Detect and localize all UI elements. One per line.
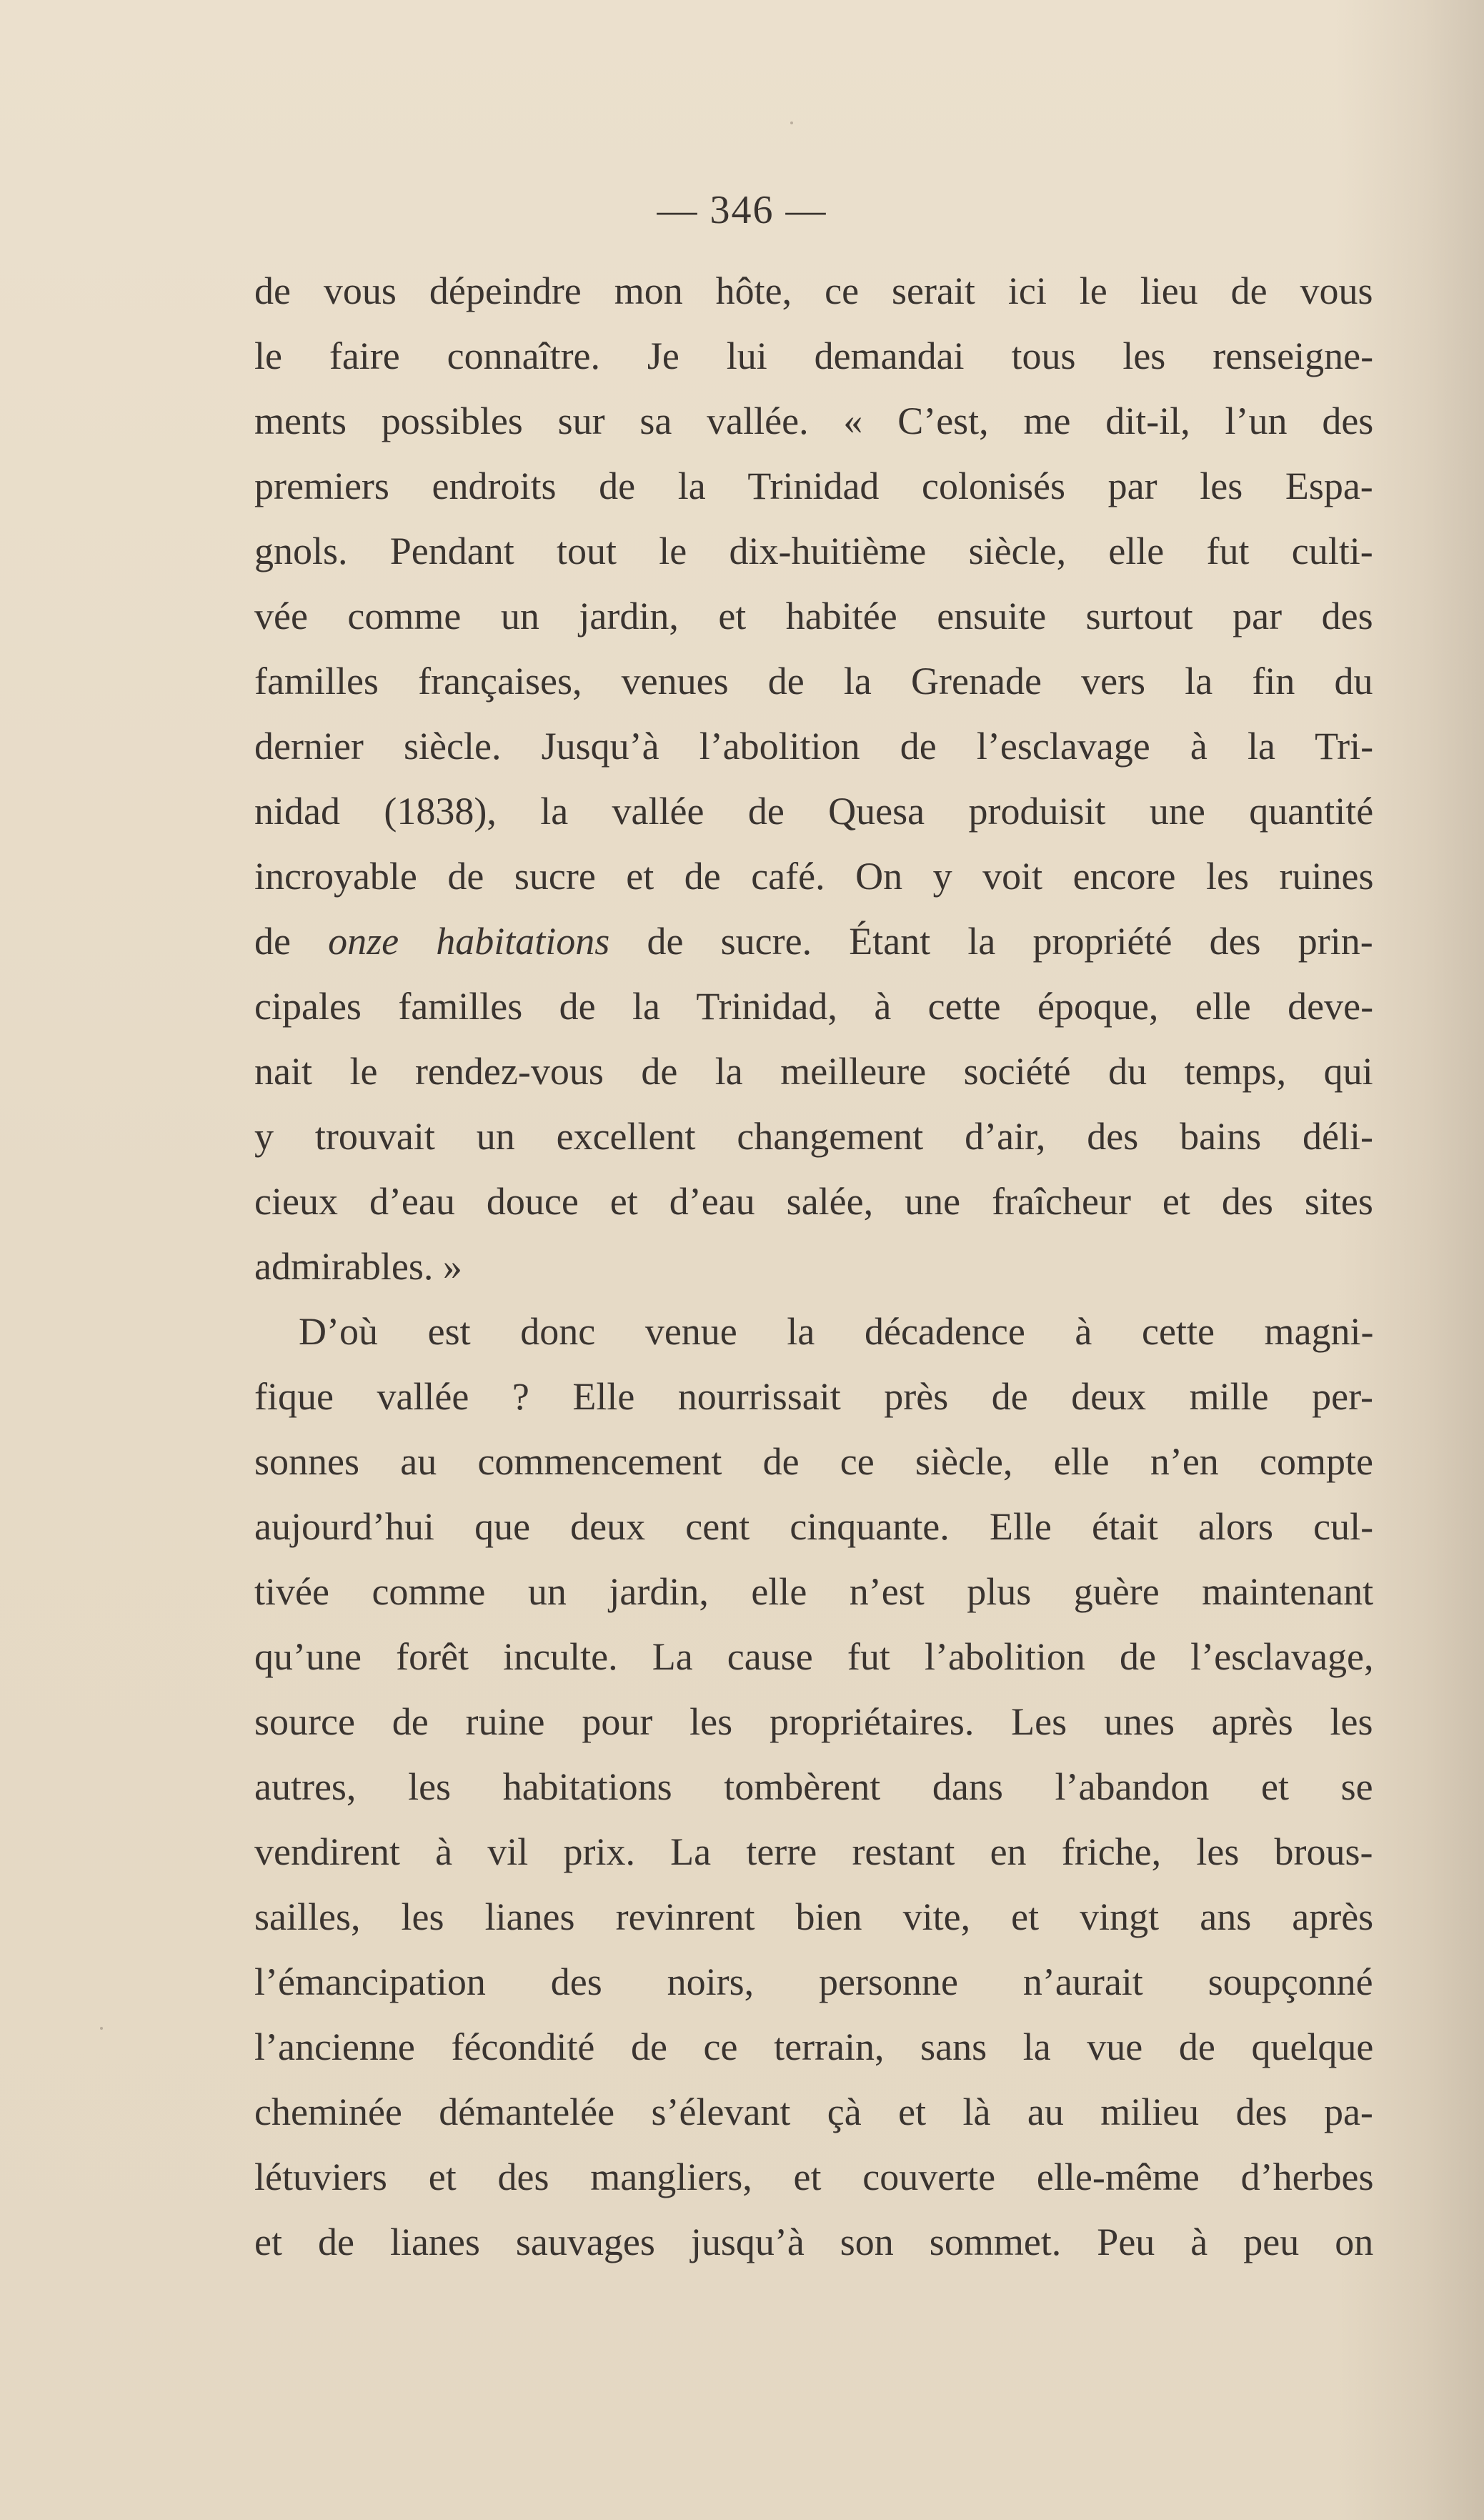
text-line: aujourd’hui que deux cent cinquante. Elle était alors cul-	[254, 1505, 1374, 1548]
text-line: ments possibles sur sa vallée. « C’est, me dit-il, l’un des	[254, 400, 1374, 442]
text-line: sonnes au commencement de ce siècle, elle n’en compte	[254, 1440, 1373, 1483]
text-line: dernier siècle. Jusqu’à l’abolition de l’esclavage à la Tri-	[254, 725, 1374, 768]
text-line: l’ancienne fécondité de ce terrain, sans la vue de quelque	[254, 2025, 1374, 2068]
text-line: et de lianes sauvages jusqu’à son sommet. Peu à peu on	[254, 2221, 1374, 2263]
text-line: nait le rendez-vous de la meilleure société du temps, qui	[254, 1050, 1373, 1093]
paragraph-end-line: admirables. »	[254, 1245, 462, 1288]
paragraph-start-line: D’où est donc venue la décadence à cette magni-	[299, 1310, 1374, 1353]
text-line: familles françaises, venues de la Grenade vers la fin du	[254, 660, 1373, 703]
text-line: incroyable de sucre et de café. On y voit encore les ruines	[254, 855, 1374, 898]
paper-speck	[790, 121, 793, 124]
text-line: vendirent à vil prix. La terre restant en friche, les brous-	[254, 1830, 1373, 1873]
page-number: — 346 —	[657, 188, 827, 232]
text-line: vée comme un jardin, et habitée ensuite surtout par des	[254, 595, 1373, 638]
text-line: létuviers et des mangliers, et couverte elle-même d’herbes	[254, 2156, 1374, 2198]
text-line: tivée comme un jardin, elle n’est plus guère maintenant	[254, 1570, 1374, 1613]
text-line: cheminée démantelée s’élevant çà et là au milieu des pa-	[254, 2090, 1373, 2133]
italic-phrase: onze habitations	[328, 920, 610, 963]
paper-speck	[100, 2027, 103, 2030]
text-line: nidad (1838), la vallée de Quesa produisit une quantité	[254, 790, 1374, 833]
text-segment: de	[254, 920, 329, 963]
text-line: l’émancipation des noirs, personne n’aurait soupçonné	[254, 1960, 1373, 2003]
text-segment: de sucre. Étant la propriété des prin-	[609, 920, 1373, 963]
text-line-with-italic	[254, 909, 1373, 974]
text-line: de vous dépeindre mon hôte, ce serait ici le lieu de vous	[254, 269, 1373, 312]
text-line: le faire connaître. Je lui demandai tous les renseigne-	[254, 334, 1374, 377]
text-line: source de ruine pour les propriétaires. Les unes après les	[254, 1700, 1373, 1743]
text-line: cieux d’eau douce et d’eau salée, une fraîcheur et des sites	[254, 1180, 1373, 1223]
text-line: cipales familles de la Trinidad, à cette époque, elle deve-	[254, 985, 1374, 1028]
text-line: sailles, les lianes revinrent bien vite, et vingt ans après	[254, 1895, 1374, 1938]
body-text	[254, 259, 1373, 2275]
text-line: autres, les habitations tombèrent dans l’abandon et se	[254, 1765, 1373, 1808]
text-line: y trouvait un excellent changement d’air, des bains déli-	[254, 1115, 1373, 1158]
text-line: gnols. Pendant tout le dix-huitième siècle, elle fut culti-	[254, 530, 1373, 572]
text-line: premiers endroits de la Trinidad colonisés par les Espa-	[254, 465, 1373, 507]
text-line: fique vallée ? Elle nourrissait près de deux mille per-	[254, 1375, 1373, 1418]
text-line: qu’une forêt inculte. La cause fut l’abolition de l’esclavage,	[254, 1635, 1374, 1678]
